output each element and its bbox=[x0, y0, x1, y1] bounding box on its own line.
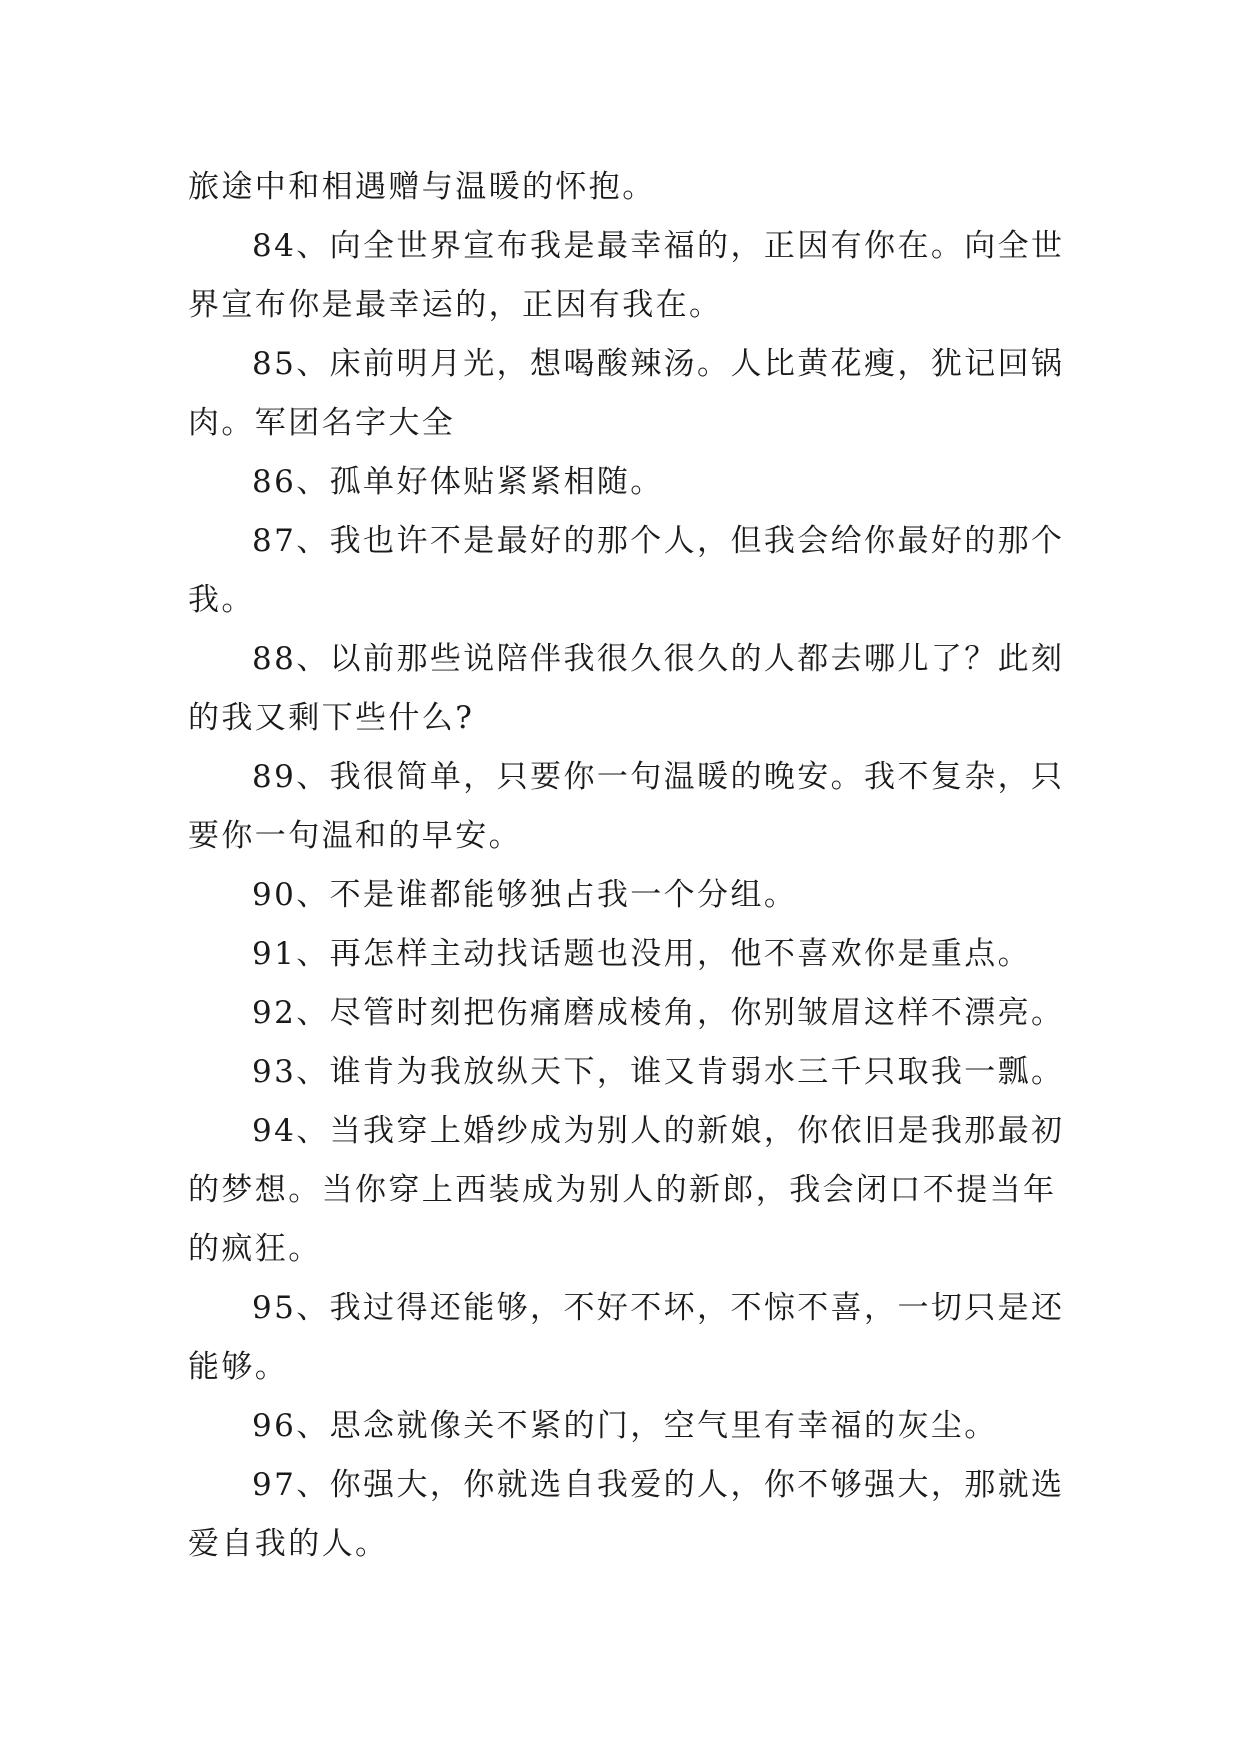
paragraph-87: 87、我也许不是最好的那个人，但我会给你最好的那个我。 bbox=[188, 523, 1065, 618]
paragraph-89: 89、我很简单，只要你一句温暖的晚安。我不复杂，只要你一句温和的早安。 bbox=[188, 759, 1065, 854]
paragraph-continuation: 旅途中和相遇赠与温暖的怀抱。 bbox=[188, 169, 656, 205]
paragraph-95: 95、我过得还能够，不好不坏，不惊不喜，一切只是还能够。 bbox=[188, 1290, 1065, 1385]
paragraph-88: 88、以前那些说陪伴我很久很久的人都去哪儿了？此刻的我又剩下些什么? bbox=[188, 641, 1065, 736]
paragraph-90: 90、不是谁都能够独占我一个分组。 bbox=[252, 877, 798, 913]
paragraph-93: 93、谁肯为我放纵天下，谁又肯弱水三千只取我一瓢。 bbox=[252, 1054, 1065, 1090]
paragraph-91: 91、再怎样主动找话题也没用，他不喜欢你是重点。 bbox=[252, 936, 1032, 972]
paragraph-84: 84、向全世界宣布我是最幸福的，正因有你在。向全世界宣布你是最幸运的，正因有我在。 bbox=[188, 228, 1065, 323]
paragraph-92: 92、尽管时刻把伤痛磨成棱角，你别皱眉这样不漂亮。 bbox=[252, 995, 1065, 1031]
paragraph-97: 97、你强大，你就选自我爱的人，你不够强大，那就选爱自我的人。 bbox=[188, 1467, 1065, 1562]
paragraph-96: 96、思念就像关不紧的门，空气里有幸福的灰尘。 bbox=[252, 1408, 998, 1444]
paragraph-85: 85、床前明月光，想喝酸辣汤。人比黄花瘦，犹记回锅肉。军团名字大全 bbox=[188, 346, 1065, 441]
paragraph-86: 86、孤单好体贴紧紧相随。 bbox=[252, 464, 664, 500]
document-body bbox=[188, 158, 1068, 1574]
paragraph-94: 94、当我穿上婚纱成为别人的新娘，你依旧是我那最初的梦想。当你穿上西装成为别人的新郎，我会闭口不提当年的疯狂。 bbox=[188, 1113, 1065, 1267]
